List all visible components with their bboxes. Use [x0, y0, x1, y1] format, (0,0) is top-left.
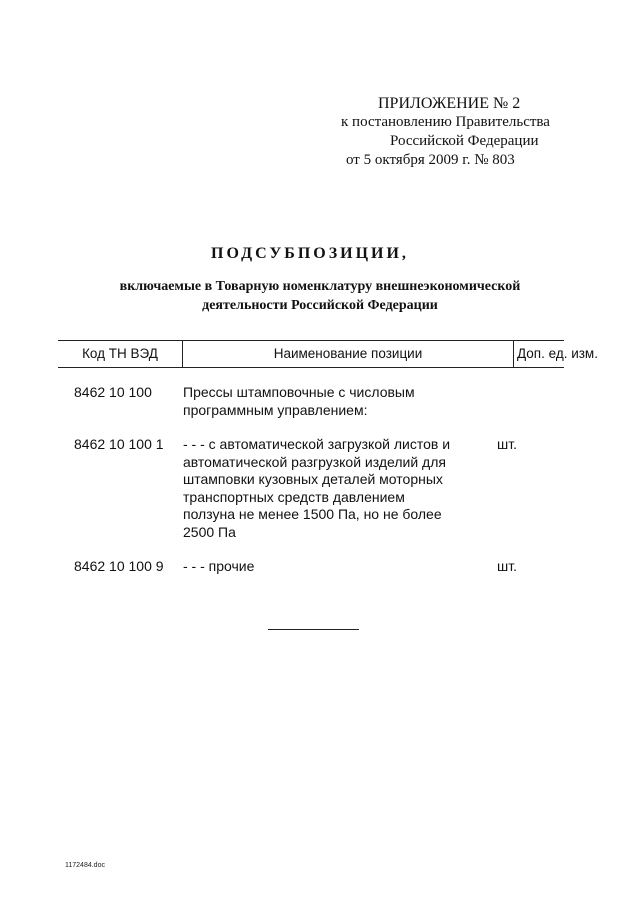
- column-header-code: Код ТН ВЭД: [82, 346, 158, 361]
- row-unit: шт.: [497, 436, 517, 452]
- document-file-reference: 1172484.doc: [65, 862, 105, 869]
- appendix-line-federation: Российской Федерации: [390, 133, 539, 149]
- row-name-line: автоматической разгрузкой изделий для: [183, 453, 446, 470]
- column-header-unit: Доп. ед. изм.: [517, 346, 598, 361]
- row-name-line: транспортных средств давлением: [183, 488, 405, 505]
- row-code: 8462 10 100 1: [74, 436, 164, 452]
- row-name-line: программным управлением:: [183, 401, 368, 418]
- row-name-line: 2500 Па: [183, 523, 236, 540]
- heading-title: ПОДСУБПОЗИЦИИ,: [211, 245, 409, 262]
- row-name: [183, 384, 473, 419]
- row-name-line: Прессы штамповочные с числовым: [183, 384, 415, 400]
- appendix-title: ПРИЛОЖЕНИЕ № 2: [378, 95, 521, 112]
- row-code: 8462 10 100 9: [74, 558, 164, 574]
- table-row: [74, 384, 574, 436]
- appendix-line-date-number: от 5 октября 2009 г. № 803: [346, 152, 515, 168]
- appendix-header: [290, 94, 610, 170]
- table-header: [58, 340, 598, 368]
- heading-subtitle: [0, 277, 640, 315]
- table-row: [74, 436, 574, 558]
- row-unit: шт.: [497, 558, 517, 574]
- row-name: [183, 436, 473, 541]
- row-code: 8462 10 100: [74, 384, 152, 400]
- table-body: [74, 384, 574, 578]
- heading-subtitle-line-1: включаемые в Товарную номенклатуру внешнеэкономической: [119, 279, 521, 294]
- table-row: [74, 558, 574, 578]
- row-name-line: - - - с автоматической загрузкой листов и: [183, 436, 451, 452]
- heading-subtitle-line-2: деятельности Российской Федерации: [202, 298, 438, 313]
- closing-separator-line: [268, 629, 359, 630]
- document-heading: [0, 245, 640, 315]
- appendix-line-decree: к постановлению Правительства: [341, 114, 550, 130]
- row-name: [183, 558, 473, 576]
- row-name-line: - - - прочие: [183, 558, 255, 574]
- row-name-line: ползуна не менее 1500 Па, но не более: [183, 506, 442, 522]
- column-header-name: Наименование позиции: [182, 341, 514, 367]
- row-name-line: штамповки кузовных деталей моторных: [183, 471, 443, 487]
